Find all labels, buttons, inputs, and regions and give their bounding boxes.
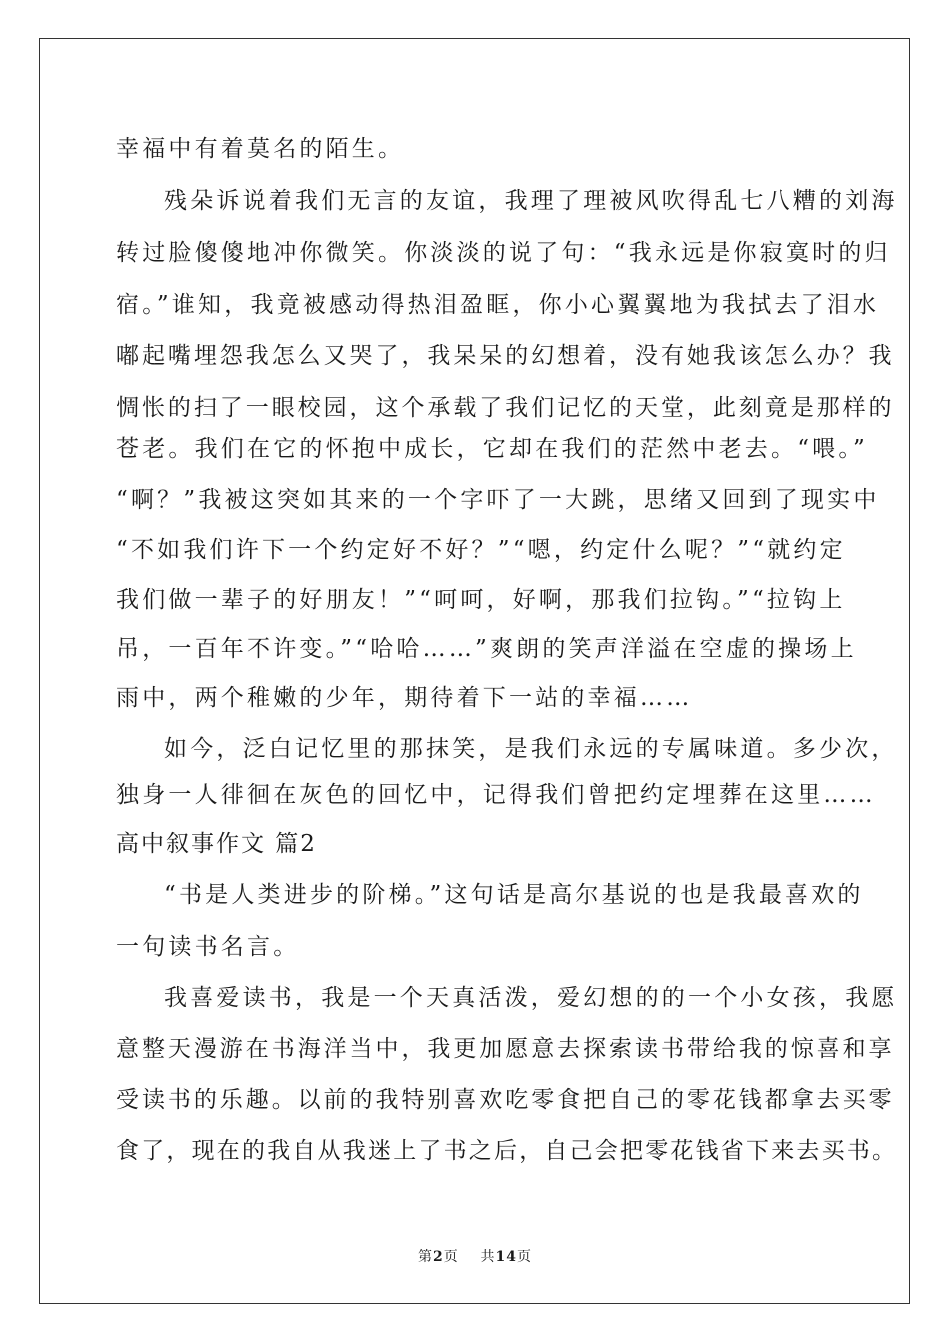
text-line: 幸福中有着莫名的陌生。 (116, 136, 405, 162)
page-unit: 页 (443, 1249, 459, 1265)
text-line: 我喜爱读书，我是一个天真活泼，爱幻想的的一个小女孩，我愿 (164, 985, 898, 1011)
page-prefix: 第 (417, 1249, 433, 1265)
text-line: “不如我们许下一个约定好不好？”“嗯，约定什么呢？”“就约定 (116, 537, 846, 563)
text-line: 残朵诉说着我们无言的友谊，我理了理被风吹得乱七八糟的刘海 (164, 188, 898, 214)
text-line: 一句读书名言。 (116, 934, 300, 960)
text-line: 苍老。我们在它的怀抱中成长，它却在我们的茫然中老去。“喂。” (116, 436, 869, 462)
section-heading: 高中叙事作文 篇2 (116, 831, 317, 857)
total-pages: 14 (495, 1249, 518, 1265)
text-line: 宿。”谁知，我竟被感动得热泪盈眶，你小心翼翼地为我拭去了泪水 (116, 292, 880, 318)
text-line: 吊，一百年不许变。”“哈哈……”爽朗的笑声洋溢在空虚的操场上 (116, 636, 857, 662)
text-line: 受读书的乐趣。以前的我特别喜欢吃零食把自己的零花钱都拿去买零 (116, 1087, 895, 1113)
text-line: 食了，现在的我自从我迷上了书之后，自己会把零花钱省下来去买书。 (116, 1138, 898, 1164)
text-line: 惆怅的扫了一眼校园，这个承载了我们记忆的天堂，此刻竟是那样的 (116, 395, 895, 421)
total-unit: 页 (517, 1249, 533, 1265)
text-line: 如今，泛白记忆里的那抹笑，是我们永远的专属味道。多少次， (164, 736, 898, 762)
text-line: 意整天漫游在书海洋当中，我更加愿意去探索读书带给我的惊喜和享 (116, 1036, 895, 1062)
text-line: 雨中，两个稚嫩的少年，期待着下一站的幸福…… (116, 685, 693, 711)
text-line: 嘟起嘴埋怨我怎么又哭了，我呆呆的幻想着，没有她我该怎么办？我 (116, 343, 895, 369)
text-line: 转过脸傻傻地冲你微笑。你淡淡的说了句：“我永远是你寂寞时的归 (116, 240, 891, 266)
page-number: 2 (432, 1249, 444, 1265)
text-line: 独身一人徘徊在灰色的回忆中，记得我们曾把约定埋葬在这里…… (116, 782, 876, 808)
total-prefix: 共 (480, 1249, 496, 1265)
text-line: 我们做一辈子的好朋友！”“呵呵，好啊，那我们拉钩。”“拉钩上 (116, 587, 846, 613)
page-footer (0, 1246, 950, 1266)
text-line: “书是人类进步的阶梯。”这句话是高尔基说的也是我最喜欢的 (164, 882, 864, 908)
text-line: “啊？”我被这突如其来的一个字吓了一大跳，思绪又回到了现实中 (116, 487, 880, 513)
